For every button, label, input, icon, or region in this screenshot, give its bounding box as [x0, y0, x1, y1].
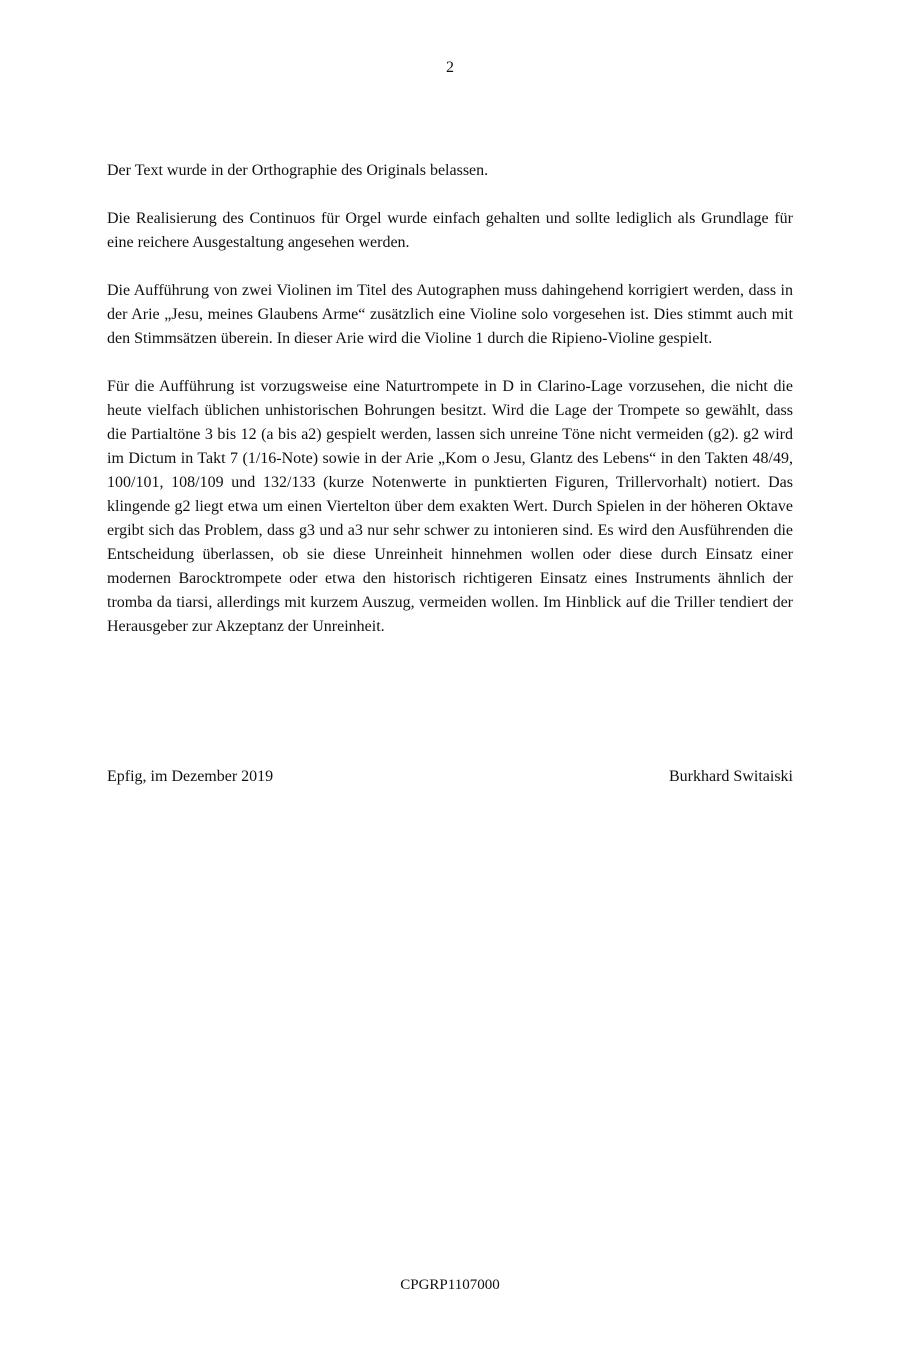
paragraph-continuo: Die Realisierung des Continuos für Orgel wurde einfach gehalten und sollte lediglich als Grundlage für eine reichere Ausgestaltung angesehen werden.	[107, 210, 793, 251]
signature-line	[107, 765, 793, 789]
paragraph-violins: Die Aufführung von zwei Violinen im Titel des Autographen muss dahingehend korrigiert werden, dass in der Arie „Jesu, meines Glaubens Arme“ zusätzlich eine Violine solo vorgesehen ist. Dies stimmt auch mit den Stimmsätzen überein. In dieser Arie wird die Violine 1 durch die Ripieno-Violine gespielt.	[107, 282, 793, 347]
paragraph-trumpet: Für die Aufführung ist vorzugsweise eine Naturtrompete in D in Clarino-Lage vorzusehen, die nicht die heute vielfach üblichen unhistorischen Bohrungen besitzt. Wird die Lage der Trompete so gewählt, dass die Partialtöne 3 bis 12 (a bis a2) gespielt werden, lassen sich unreine Töne nicht vermeiden (g2). g2 wird im Dictum in Takt 7 (1/16-Note) sowie in der Arie „Kom o Jesu, Glantz des Lebens“ in den Takten 48/49, 100/101, 108/109 und 132/133 (kurze Notenwerte in punktierten Figuren, Trillervorhalt) notiert. Das klingende g2 liegt etwa um einen Viertelton über dem exakten Wert. Durch Spielen in der höheren Oktave ergibt sich das Problem, dass g3 und a3 nur sehr schwer zu intonieren sind. Es wird den Ausführenden die Entscheidung überlassen, ob sie diese Unreinheit hinnehmen wollen oder diese durch Einsatz einer modernen Barocktrompete oder etwa den historisch richtigeren Einsatz eines Instruments ähnlich der tromba da tiarsi, allerdings mit kurzem Auszug, vermeiden wollen. Im Hinblick auf die Triller tendiert der Herausgeber zur Akzeptanz der Unreinheit.	[107, 378, 793, 635]
page-number: 2	[446, 59, 454, 76]
catalog-code: CPGRP1107000	[400, 1277, 500, 1293]
author-name: Burkhard Switaiski	[669, 768, 793, 785]
body-text	[107, 159, 793, 639]
place-date: Epfig, im Dezember 2019	[107, 768, 274, 785]
paragraph-orthography: Der Text wurde in der Orthographie des Originals belassen.	[107, 162, 489, 179]
